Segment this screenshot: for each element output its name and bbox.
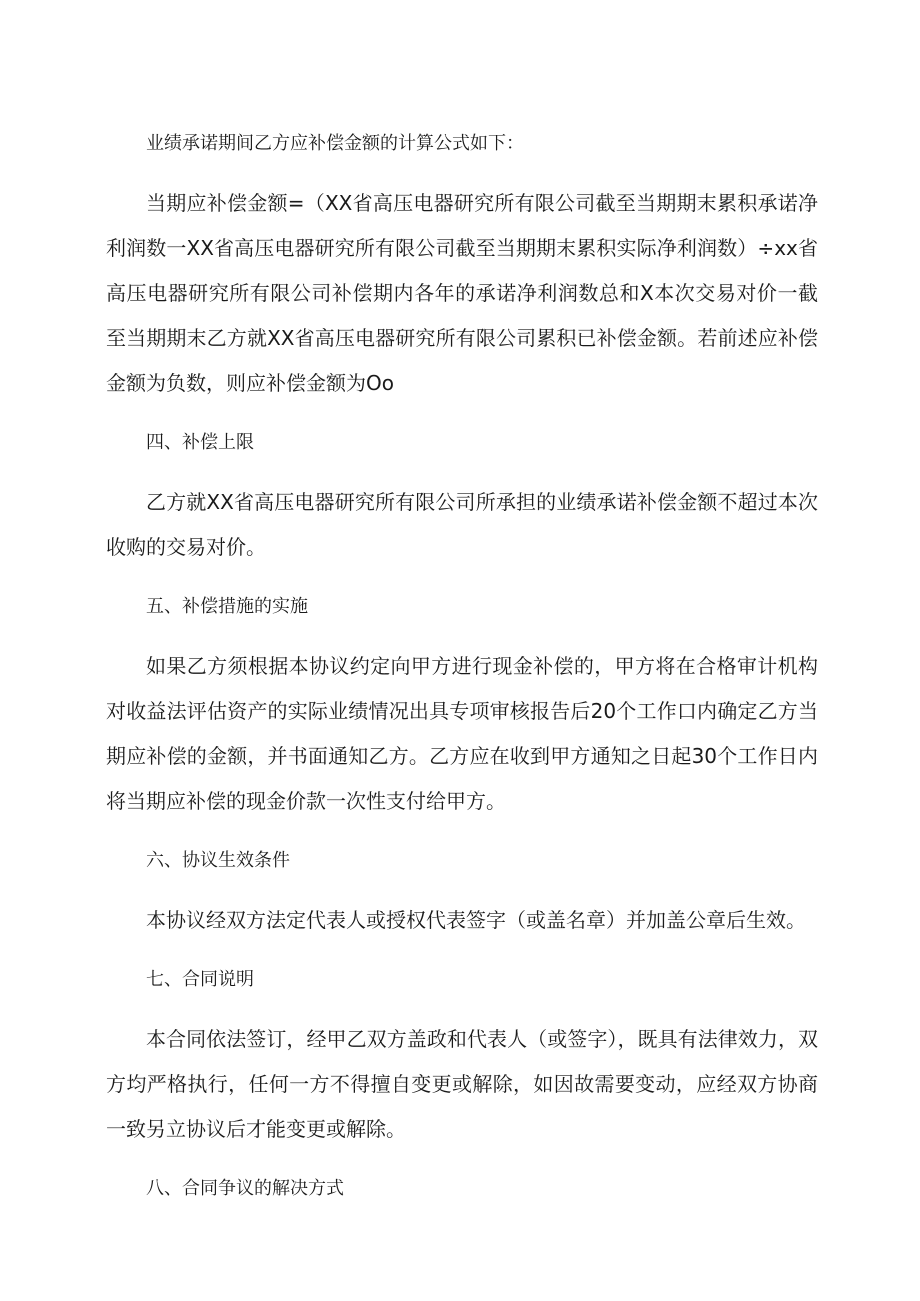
section-heading-dispute-resolution: 八、合同争议的解决方式 [146,1178,344,1199]
effective-conditions-paragraph: 本协议经双方法定代表人或授权代表签字（或盖名章）并加盖公章后生效。 [146,908,806,932]
contract-notes-paragraph: 本合同依法签订，经甲乙双方盖政和代表人（或签字），既具有法律效力，双方均严格执行，任何一方不得擅自变更或解除，如因故需要变动，应经双方协商一致另立协议后才能变更或解除。 [106,1027,818,1141]
compensation-cap-paragraph: 乙方就XX省高压电器研究所有限公司所承担的业绩承诺补偿金额不超过本次收购的交易对价。 [106,490,818,559]
formula-paragraph: 当期应补偿金额=（XX省高压电器研究所有限公司截至当期期末累积承诺净利润数一XX省高压电器研究所有限公司截至当期期末累积实际净利润数）÷xx省高压电器研究所有限公司补偿期内各年的承诺净利润数总和X本次交易对价一截至当期期末乙方就XX省高压电器研究所有限公司累积已补偿金额。若前述应补偿金额为负数，则应补偿金额为Oo [106,191,818,395]
section-heading-implementation: 五、补偿措施的实施 [146,596,308,617]
section-heading-contract-notes: 七、合同说明 [146,969,254,990]
formula-intro: 业绩承诺期间乙方应补偿金额的计算公式如下： [146,133,524,154]
implementation-paragraph: 如果乙方须根据本协议约定向甲方进行现金补偿的，甲方将在合格审计机构对收益法评估资产的实际业绩情况出具专项审核报告后20个工作口内确定乙方当期应补偿的金额，并书面通知乙方。乙方应在收到甲方通知之日起30个工作日内将当期应补偿的现金价款一次性支付给甲方。 [106,654,818,813]
document-body [106,122,818,1226]
section-heading-compensation-cap: 四、补偿上限 [146,432,254,453]
section-heading-effective-conditions: 六、协议生效条件 [146,850,290,871]
